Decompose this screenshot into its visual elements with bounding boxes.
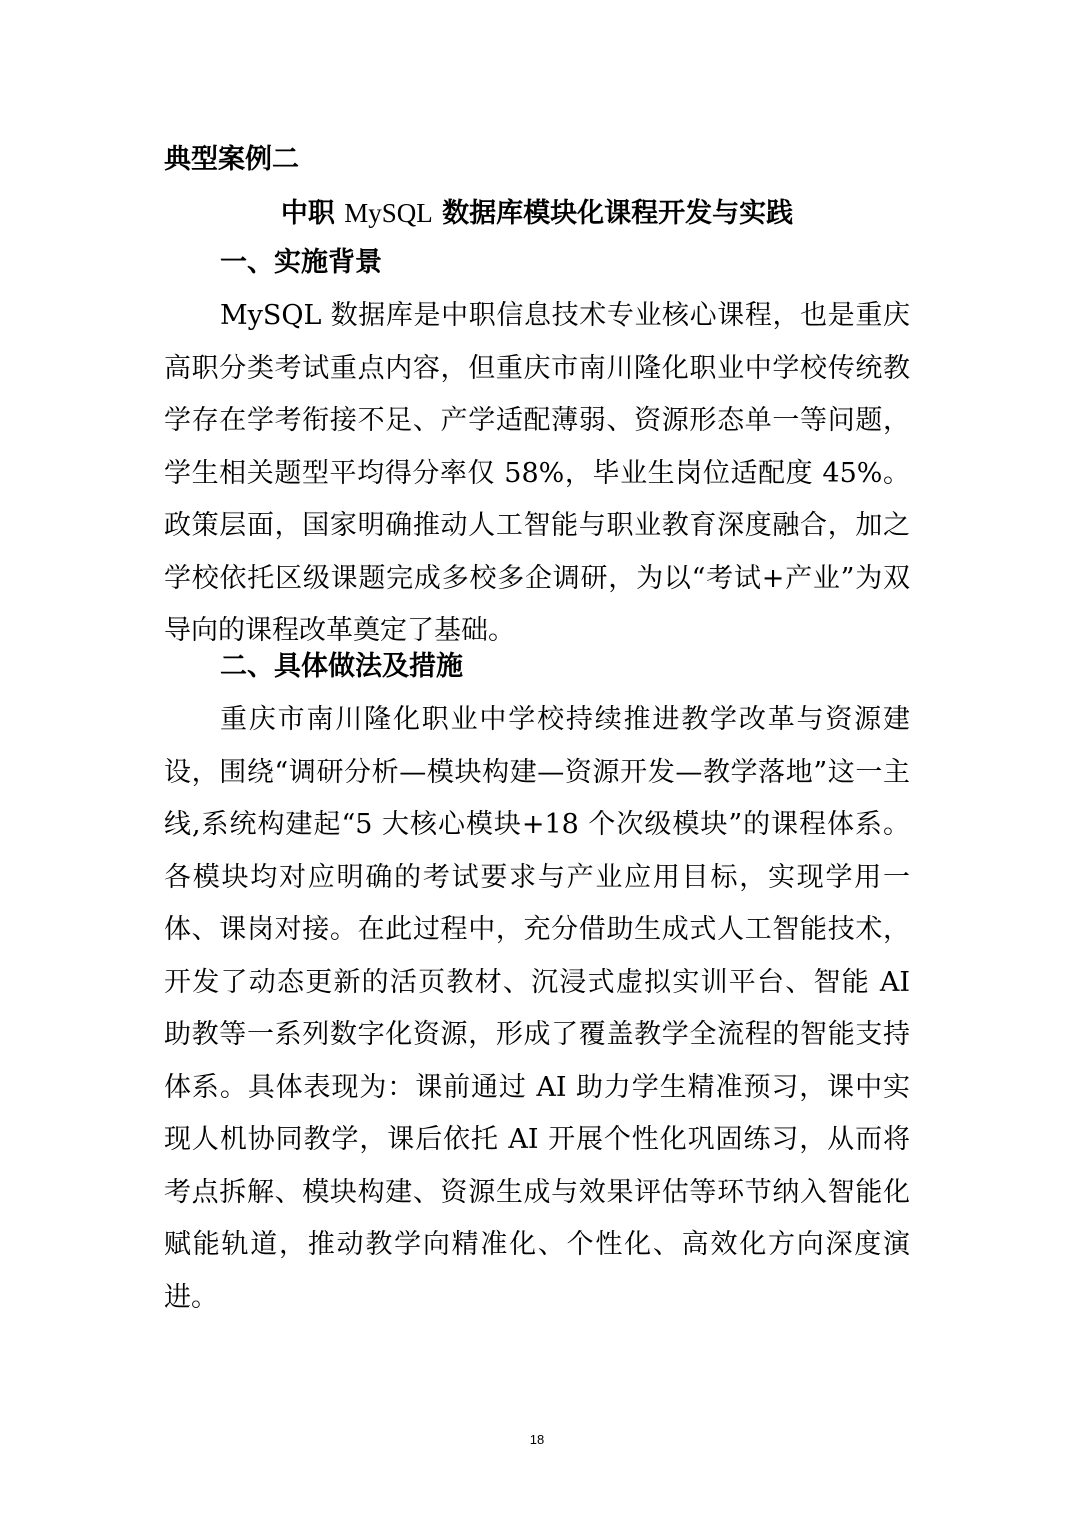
paragraph-measures: 重庆市南川隆化职业中学校持续推进教学改革与资源建设，围绕“调研分析—模块构建—资源开发—教学落地”这一主线,系统构建起“5 大核心模块+18 个次级模块”的课程体系。各模块均对应明确的考试要求与产业应用目标，实现学用一体、课岗对接。在此过程中，充分借助生成式人工智能技术，开发了动态更新的活页教材、沉浸式虚拟实训平台、智能 AI 助教等一系列数字化资源，形成了覆盖教学全流程的智能支持体系。具体表现为：课前通过 AI 助力学生精准预习，课中实现人机协同教学，课后依托 AI 开展个性化巩固练习，从而将考点拆解、模块构建、资源生成与效果评估等环节纳入智能化赋能轨道，推动教学向精准化、个性化、高效化方向深度演进。	[164, 704, 910, 1313]
title-text-part1: 中职	[280, 198, 345, 229]
paragraph-background: MySQL 数据库是中职信息技术专业核心课程，也是重庆高职分类考试重点内容，但重庆市南川隆化职业中学校传统教学存在学考衔接不足、产学适配薄弱、资源形态单一等问题，学生相关题型平均得分率仅 58%，毕业生岗位适配度 45%。政策层面，国家明确推动人工智能与职业教育深度融合，加之学校依托区级课题完成多校多企调研，为以“考试+产业”为双导向的课程改革奠定了基础。	[164, 300, 910, 646]
page-number: 18	[529, 1432, 545, 1447]
document-title	[164, 193, 910, 234]
case-label: 典型案例二	[164, 144, 299, 175]
title-text-latin: MySQL	[344, 198, 433, 228]
title-text-part2: 数据库模块化课程开发与实践	[432, 198, 794, 229]
section-heading-measures: 二、具体做法及措施	[220, 651, 463, 682]
section-heading-background: 一、实施背景	[220, 247, 382, 278]
